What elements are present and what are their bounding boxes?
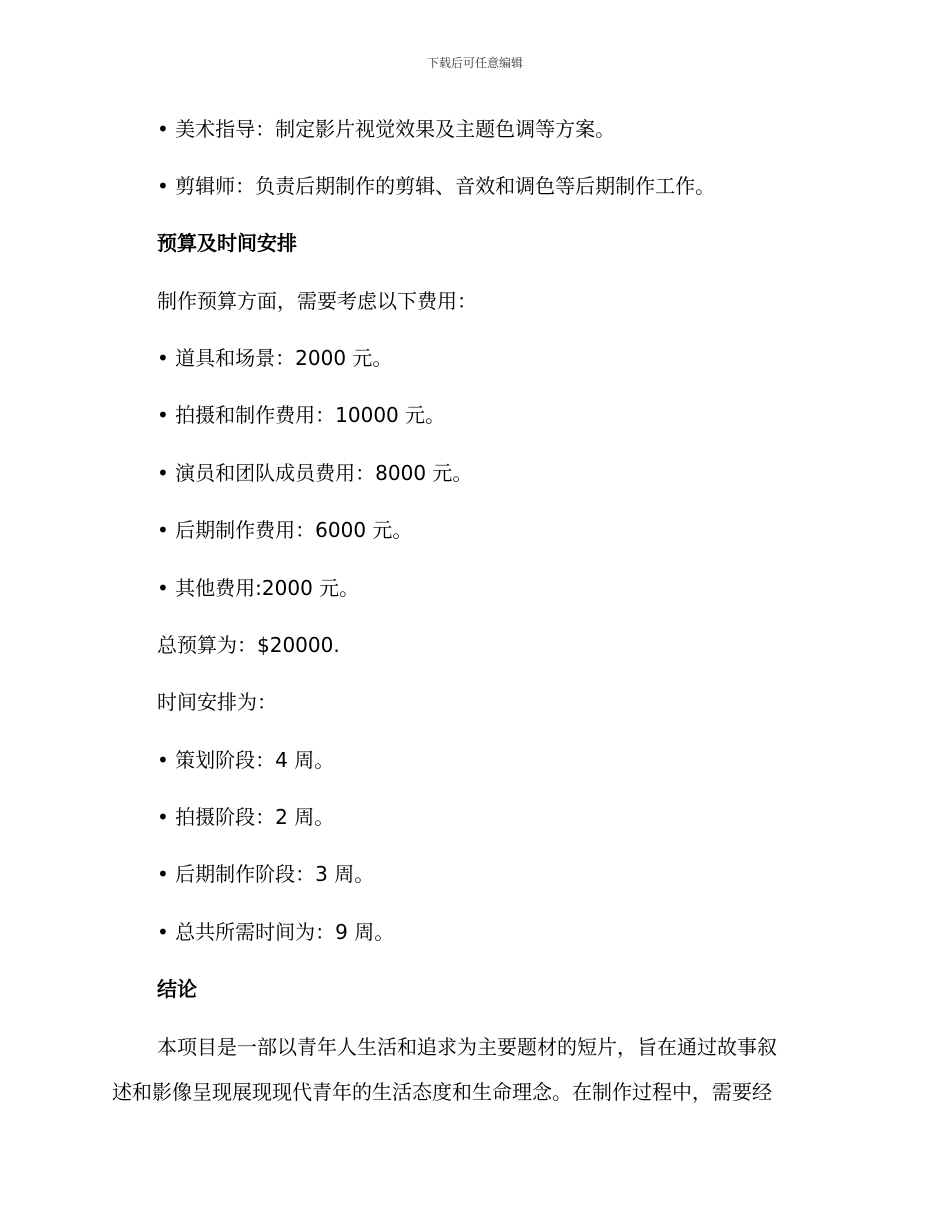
schedule-intro: 时间安排为： — [157, 690, 277, 714]
list-item-shooting-cost: • 拍摄和制作费用：10000 元。 — [157, 403, 446, 427]
list-item-post-cost: • 后期制作费用：6000 元。 — [157, 518, 413, 542]
conclusion-line-1: 本项目是一部以青年人生活和追求为主要题材的短片，旨在通过故事叙 — [157, 1035, 777, 1059]
list-item-planning-phase: • 策划阶段：4 周。 — [157, 748, 335, 772]
conclusion-line-2: 述和影像呈现展现现代青年的生活态度和生命理念。在制作过程中，需要经 — [112, 1080, 772, 1104]
list-item-shooting-phase: • 拍摄阶段：2 周。 — [157, 805, 335, 829]
total-budget: 总预算为：$20000. — [157, 633, 340, 657]
page-header: 下载后可任意编辑 — [426, 56, 523, 70]
section-heading-conclusion: 结论 — [157, 977, 197, 1001]
list-item-other-cost: • 其他费用:2000 元。 — [157, 576, 360, 600]
list-item-cast-cost: • 演员和团队成员费用：8000 元。 — [157, 461, 473, 485]
list-item-post-phase: • 后期制作阶段：3 周。 — [157, 862, 375, 886]
list-item-art-director: • 美术指导：制定影片视觉效果及主题色调等方案。 — [157, 117, 616, 141]
section-heading-budget: 预算及时间安排 — [157, 231, 297, 255]
list-item-total-time: • 总共所需时间为：9 周。 — [157, 920, 395, 944]
list-item-editor: • 剪辑师：负责后期制作的剪辑、音效和调色等后期制作工作。 — [157, 174, 716, 198]
budget-intro: 制作预算方面，需要考虑以下费用： — [157, 289, 477, 313]
list-item-props: • 道具和场景：2000 元。 — [157, 346, 393, 370]
